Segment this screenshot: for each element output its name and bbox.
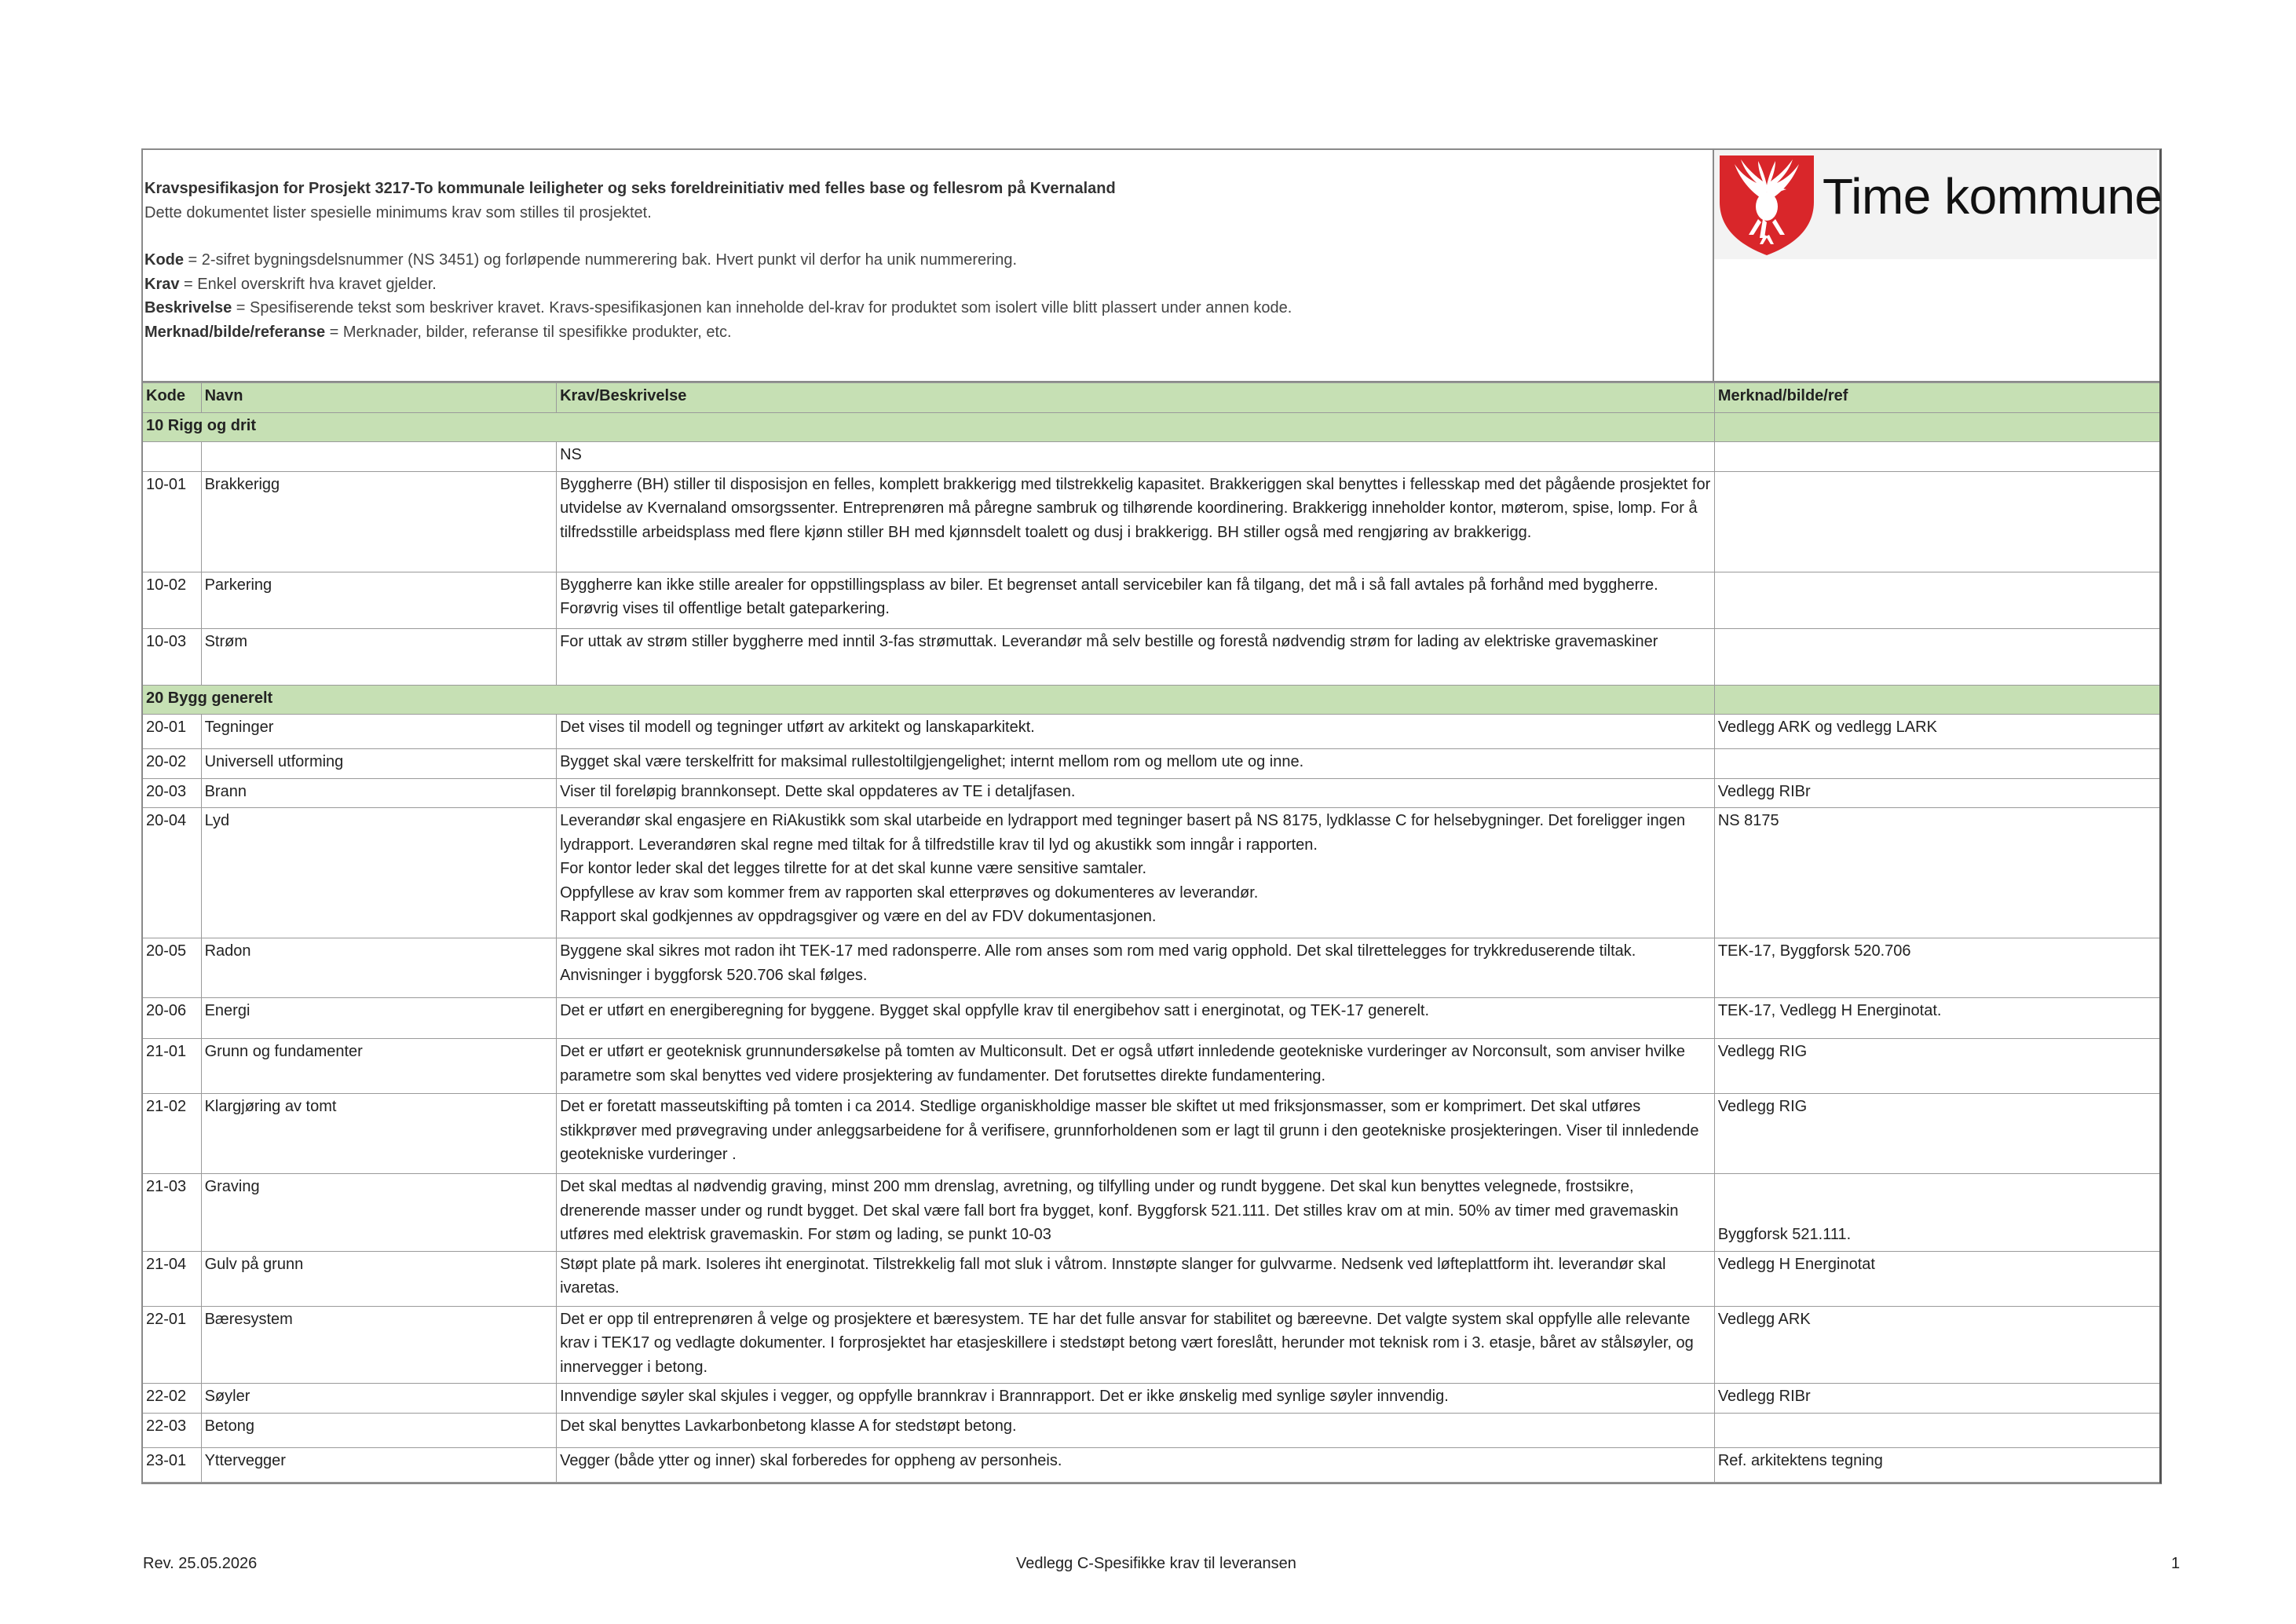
cell-kode: 20-06	[143, 998, 201, 1039]
footer-revision: Rev. 25.05.2026	[143, 1555, 258, 1572]
column-header-kode: Kode	[143, 383, 201, 413]
cell-kode: 21-02	[143, 1094, 201, 1174]
cell-krav: Byggene skal sikres mot radon iht TEK-17 med radonsperre. Alle rom anses som rom med varig opphold. Det skal tilrettelegges for trykkreduserende tiltak. Anvisninger i byggforsk 520.706 skal følges.	[557, 938, 1715, 998]
cell-krav: Det skal medtas al nødvendig graving, minst 200 mm drenslag, avretning, og tilfylling under og rundt byggene. Det skal kun benyttes velegnede, frostsikre, drenerende masser under og rundt bygget. Det skal være fall bort fra bygget, konf. Byggforsk 521.111. Det stilles krav om at min. 50% av timer med gravemaskin utføres med elektrisk gravemaskin. For støm og lading, se punkt 10-03	[557, 1174, 1715, 1252]
cell-merknad	[1714, 471, 2159, 572]
legend-term: Beskrivelse	[144, 299, 232, 316]
table-row	[143, 1306, 2159, 1384]
legend-line	[144, 296, 1715, 320]
cell-merknad	[1714, 572, 2159, 628]
table-row	[143, 938, 2159, 998]
cell-navn: Tegninger	[201, 715, 557, 749]
municipality-logo	[1714, 150, 2163, 259]
table-header-row	[143, 383, 2159, 413]
legend-term: Kode	[144, 251, 184, 269]
legend-term: Krav	[144, 275, 180, 293]
legend-text: = Enkel overskrift hva kravet gjelder.	[179, 275, 437, 293]
document-header	[143, 150, 2163, 382]
cell-krav: Det er foretatt masseutskifting på tomten i ca 2014. Stedlige organiskholdige masser ble skiftet ut med friksjonsmasser, som er komprimert. Det skal utføres stikkprøver med prøvegraving under anleggsarbeidene for å verifisere, grunnforholdenen som er lagt til grunn i den geotekniske prosjekteringen. Viser til innledende geotekniske vurderinger .	[557, 1094, 1715, 1174]
legend-text: = Spesifiserende tekst som beskriver kravet. Kravs-spesifikasjonen kan inneholde del-krav for produktet som isolert ville blitt plassert under annen kode.	[232, 299, 1292, 316]
cell-merknad: TEK-17, Vedlegg H Energinotat.	[1714, 998, 2159, 1039]
cell-kode: 20-01	[143, 715, 201, 749]
cell-kode: 20-04	[143, 808, 201, 938]
column-header-merknad: Merknad/bilde/ref	[1714, 383, 2159, 413]
cell-krav: Det er utført en energiberegning for byggene. Bygget skal oppfylle krav til energibehov satt i energinotat, og TEK-17 generelt.	[557, 998, 1715, 1039]
section-label: 20 Bygg generelt	[143, 685, 557, 715]
cell-navn: Brann	[201, 778, 557, 808]
cell-navn: Parkering	[201, 572, 557, 628]
legend-text: = 2-sifret bygningsdelsnummer (NS 3451) og forløpende nummerering bak. Hvert punkt vil derfor ha unik nummerering.	[184, 251, 1018, 269]
cell-krav: Bygget skal være terskelfritt for maksimal rullestoltilgjengelighet; internt mellom rom og mellom ute og inne.	[557, 749, 1715, 779]
cell-krav: Det skal benyttes Lavkarbonbetong klasse A for stedstøpt betong.	[557, 1413, 1715, 1447]
cell-kode	[143, 442, 201, 472]
cell-navn: Lyd	[201, 808, 557, 938]
cell-kode: 10-03	[143, 628, 201, 685]
cell-krav: NS	[557, 442, 1715, 472]
cell-merknad: Vedlegg H Energinotat	[1714, 1251, 2159, 1306]
cell-merknad: Vedlegg RIG	[1714, 1094, 2159, 1174]
spec-sheet	[141, 148, 2162, 1484]
table-row	[143, 471, 2159, 572]
municipal-coat-of-arms-icon	[1717, 153, 1816, 257]
cell-navn: Strøm	[201, 628, 557, 685]
document-intro: Dette dokumentet lister spesielle minimums krav som stilles til prosjektet.	[144, 203, 652, 221]
cell-merknad	[1714, 442, 2159, 472]
cell-merknad: Vedlegg RIG	[1714, 1039, 2159, 1094]
table-body	[143, 412, 2159, 1482]
legend-term: Merknad/bilde/referanse	[144, 323, 326, 341]
table-row	[143, 778, 2159, 808]
cell-merknad: Byggforsk 521.111.	[1714, 1174, 2159, 1252]
footer-document-name: Vedlegg C-Spesifikke krav til leveransen	[1016, 1555, 1296, 1572]
table-row	[143, 749, 2159, 779]
section-label: 10 Rigg og drit	[143, 412, 557, 442]
legend-list	[144, 248, 1715, 344]
table-row	[143, 442, 2159, 472]
cell-kode: 21-03	[143, 1174, 201, 1252]
table-row	[143, 1413, 2159, 1447]
table-row	[143, 1039, 2159, 1094]
cell-kode: 10-02	[143, 572, 201, 628]
table-row	[143, 1174, 2159, 1252]
cell-navn: Energi	[201, 998, 557, 1039]
cell-navn: Graving	[201, 1174, 557, 1252]
cell-navn: Søyler	[201, 1384, 557, 1414]
table-row	[143, 628, 2159, 685]
cell-krav: Byggherre (BH) stiller til disposisjon en felles, komplett brakkerigg med tilstrekkelig kapasitet. Brakkeriggen skal benyttes i fellesskap med det pågående prosjektet for utvidelse av Kvernaland omsorgssenter. Entreprenøren må påregne sambruk og tilhørende koordinering. Brakkerigg inneholder kontor, møterom, spise, lomp. For å tilfredsstille arbeidsplass med flere kjønn stiller BH med kjønnsdelt toalett og dusj i brakkerigg. BH stiller også med rengjøring av brakkerigg.	[557, 471, 1715, 572]
cell-krav: Det er utført er geoteknisk grunnundersøkelse på tomten av Multiconsult. Det er også utført innledende geotekniske vurderinger av Norconsult, som anviser hvilke parametre som skal benyttes ved videre prosjektering av fundamenter. Det forutsettes direkte fundamentering.	[557, 1039, 1715, 1094]
cell-merknad	[1714, 749, 2159, 779]
table-row	[143, 808, 2159, 938]
table-row	[143, 1384, 2159, 1414]
cell-merknad: Vedlegg RIBr	[1714, 1384, 2159, 1414]
section-row	[143, 685, 2159, 715]
table-row	[143, 1447, 2159, 1482]
cell-krav: Byggherre kan ikke stille arealer for oppstillingsplass av biler. Et begrenset antall servicebiler kan få tilgang, det må i så fall avtales på forhånd med byggherre. Forøvrig vises til offentlige betalt gateparkering.	[557, 572, 1715, 628]
cell-navn	[201, 442, 557, 472]
cell-merknad	[1714, 1413, 2159, 1447]
logo-text: Time kommune	[1823, 168, 2163, 225]
cell-krav: Det vises til modell og tegninger utført av arkitekt og lanskaparkitekt.	[557, 715, 1715, 749]
table-row	[143, 998, 2159, 1039]
legend-line	[144, 248, 1715, 272]
cell-merknad: TEK-17, Byggforsk 520.706	[1714, 938, 2159, 998]
cell-navn: Brakkerigg	[201, 471, 557, 572]
cell-kode: 20-05	[143, 938, 201, 998]
legend-line	[144, 272, 1715, 297]
cell-kode: 21-01	[143, 1039, 201, 1094]
table-row	[143, 1251, 2159, 1306]
document-title: Kravspesifikasjon for Prosjekt 3217-To kommunale leiligheter og seks foreldreinitiativ med felles base og fellesrom på Kvernaland	[144, 180, 1116, 197]
cell-kode: 21-04	[143, 1251, 201, 1306]
legend-line	[144, 320, 1715, 345]
cell-navn: Universell utforming	[201, 749, 557, 779]
cell-kode: 23-01	[143, 1447, 201, 1482]
cell-kode: 10-01	[143, 471, 201, 572]
cell-navn: Bæresystem	[201, 1306, 557, 1384]
cell-krav: Leverandør skal engasjere en RiAkustikk som skal utarbeide en lydrapport med tegninger basert på NS 8175, lydklasse C for helsebygninger. Det foreligger ingen lydrapport. Leverandøren skal regne med tiltak for å tilfredstille krav til lyd og akustikk som inngår i rapporten. For kontor leder skal det legges tilrette for at det skal kunne være sensitive samtaler. Oppfyllese av krav som kommer frem av rapporten skal etterprøves og dokumenteres av leverandør. Rapport skal godkjennes av oppdragsgiver og være en del av FDV dokumentasjonen.	[557, 808, 1715, 938]
column-header-krav: Krav/Beskrivelse	[557, 383, 1715, 413]
cell-kode: 22-03	[143, 1413, 201, 1447]
cell-kode: 20-02	[143, 749, 201, 779]
cell-krav: Viser til foreløpig brannkonsept. Dette skal oppdateres av TE i detaljfasen.	[557, 778, 1715, 808]
cell-krav: Støpt plate på mark. Isoleres iht energinotat. Tilstrekkelig fall mot sluk i våtrom. Innstøpte slanger for gulvvarme. Nedsenk ved løfteplattform iht. leverandør skal ivaretas.	[557, 1251, 1715, 1306]
cell-navn: Betong	[201, 1413, 557, 1447]
table-row	[143, 572, 2159, 628]
cell-krav: For uttak av strøm stiller byggherre med inntil 3-fas strømuttak. Leverandør må selv bestille og forestå nødvendig strøm for lading av elektriske gravemaskiner	[557, 628, 1715, 685]
cell-merknad: Vedlegg RIBr	[1714, 778, 2159, 808]
table-row	[143, 715, 2159, 749]
footer-page-number: 1	[2171, 1555, 2181, 1572]
column-header-navn: Navn	[201, 383, 557, 413]
cell-krav: Innvendige søyler skal skjules i vegger, og oppfylle brannkrav i Brannrapport. Det er ikke ønskelig med synlige søyler innvendig.	[557, 1384, 1715, 1414]
cell-krav: Det er opp til entreprenøren å velge og prosjektere et bæresystem. TE har det fulle ansvar for stabilitet og bæreevne. Det valgte system skal oppfylle alle relevante krav i TEK17 og vedlagte dokumenter. I forprosjektet har etasjeskillere i stedstøpt betong vært foreslått, herunder mot teknisk rom i 3. etasje, båret av stålsøyler, og innervegger i betong.	[557, 1306, 1715, 1384]
section-row	[143, 412, 2159, 442]
cell-navn: Radon	[201, 938, 557, 998]
cell-navn: Yttervegger	[201, 1447, 557, 1482]
table-row	[143, 1094, 2159, 1174]
requirements-table	[143, 382, 2159, 1483]
cell-merknad: Vedlegg ARK	[1714, 1306, 2159, 1384]
cell-kode: 22-02	[143, 1384, 201, 1414]
cell-kode: 20-03	[143, 778, 201, 808]
cell-merknad: Vedlegg ARK og vedlegg LARK	[1714, 715, 2159, 749]
cell-navn: Grunn og fundamenter	[201, 1039, 557, 1094]
cell-navn: Klargjøring av tomt	[201, 1094, 557, 1174]
cell-merknad: Ref. arkitektens tegning	[1714, 1447, 2159, 1482]
header-text	[144, 177, 1715, 344]
cell-navn: Gulv på grunn	[201, 1251, 557, 1306]
legend-text: = Merknader, bilder, referanse til spesifikke produkter, etc.	[325, 323, 732, 341]
cell-kode: 22-01	[143, 1306, 201, 1384]
cell-merknad	[1714, 628, 2159, 685]
cell-merknad: NS 8175	[1714, 808, 2159, 938]
cell-krav: Vegger (både ytter og inner) skal forberedes for oppheng av personheis.	[557, 1447, 1715, 1482]
